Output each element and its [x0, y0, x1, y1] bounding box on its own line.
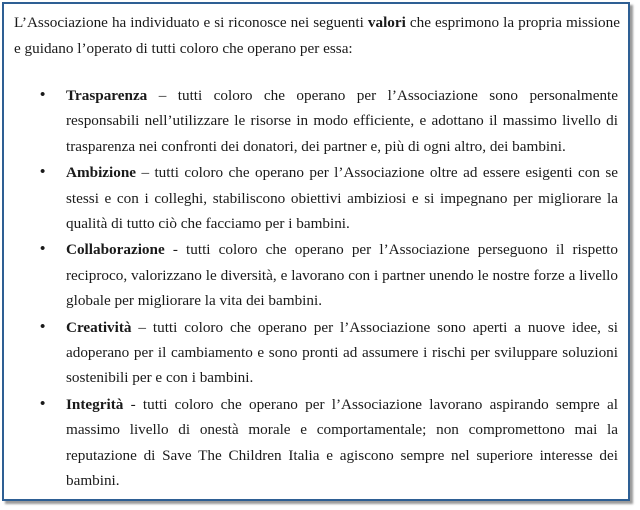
value-description: - tutti coloro che operano per l’Associazione lavorano aspirando sempre al massimo livello di onestà morale e comportamentale; non compromettono mai la reputazione di Save The Children Italia e agiscono sempre nel superiore interesse dei bambini.: [66, 395, 618, 490]
value-name: Collaborazione: [66, 241, 165, 259]
value-name: Integrità: [66, 395, 124, 413]
values-list: [4, 83, 628, 494]
value-name: Ambizione: [66, 164, 137, 182]
value-description: – tutti coloro che operano per l’Associazione oltre ad essere esigenti con se stessi e con i colleghi, stabiliscono obiettivi ambiziosi e si impegnano per migliorare la qualità di tutto ciò che facciamo per i bambini.: [66, 164, 618, 233]
value-name: Trasparenza: [66, 87, 148, 104]
value-item-collaborazione: [4, 237, 628, 313]
value-description: - tutti coloro che operano per l’Associazione perseguono il rispetto reciproco, valorizzano le diversità, e lavorano con i partner unendo le nostre forze a livello globale per migliorare la vita dei bambini.: [66, 241, 618, 310]
intro-text-start: L’Associazione ha individuato e si riconosce nei seguenti: [14, 14, 368, 31]
value-item-creativita: [4, 315, 628, 391]
bullet-icon: •: [40, 87, 46, 103]
value-description: – tutti coloro che operano per l’Associazione sono aperti a nuove idee, si adoperano per il cambiamento e sono pronti ad assumere i rischi per sviluppare soluzioni sostenibili per e con i bambini.: [66, 318, 618, 387]
value-item-ambizione: [4, 160, 628, 236]
bullet-icon: •: [40, 164, 46, 181]
value-description: – tutti coloro che operano per l’Associazione sono personalmente responsabili nell’utilizzare le risorse in modo efficiente, e adottano il massimo livello di trasparenza nei confronti dei donatori, dei partner e, più di ogni altro, dei bambini.: [66, 87, 618, 155]
value-item-trasparenza: [4, 83, 628, 159]
value-name: Creatività: [66, 318, 132, 336]
bullet-icon: •: [40, 241, 46, 258]
bullet-icon: •: [40, 395, 46, 412]
bullet-icon: •: [40, 318, 46, 335]
values-text-box: [2, 2, 630, 501]
value-item-integrita: [4, 392, 628, 494]
intro-text-end: che esprimono la propria missione e guidano l’operato di tutti coloro che operano per essa:: [14, 14, 620, 57]
intro-paragraph: [14, 10, 620, 62]
intro-highlight: valori: [367, 14, 406, 31]
